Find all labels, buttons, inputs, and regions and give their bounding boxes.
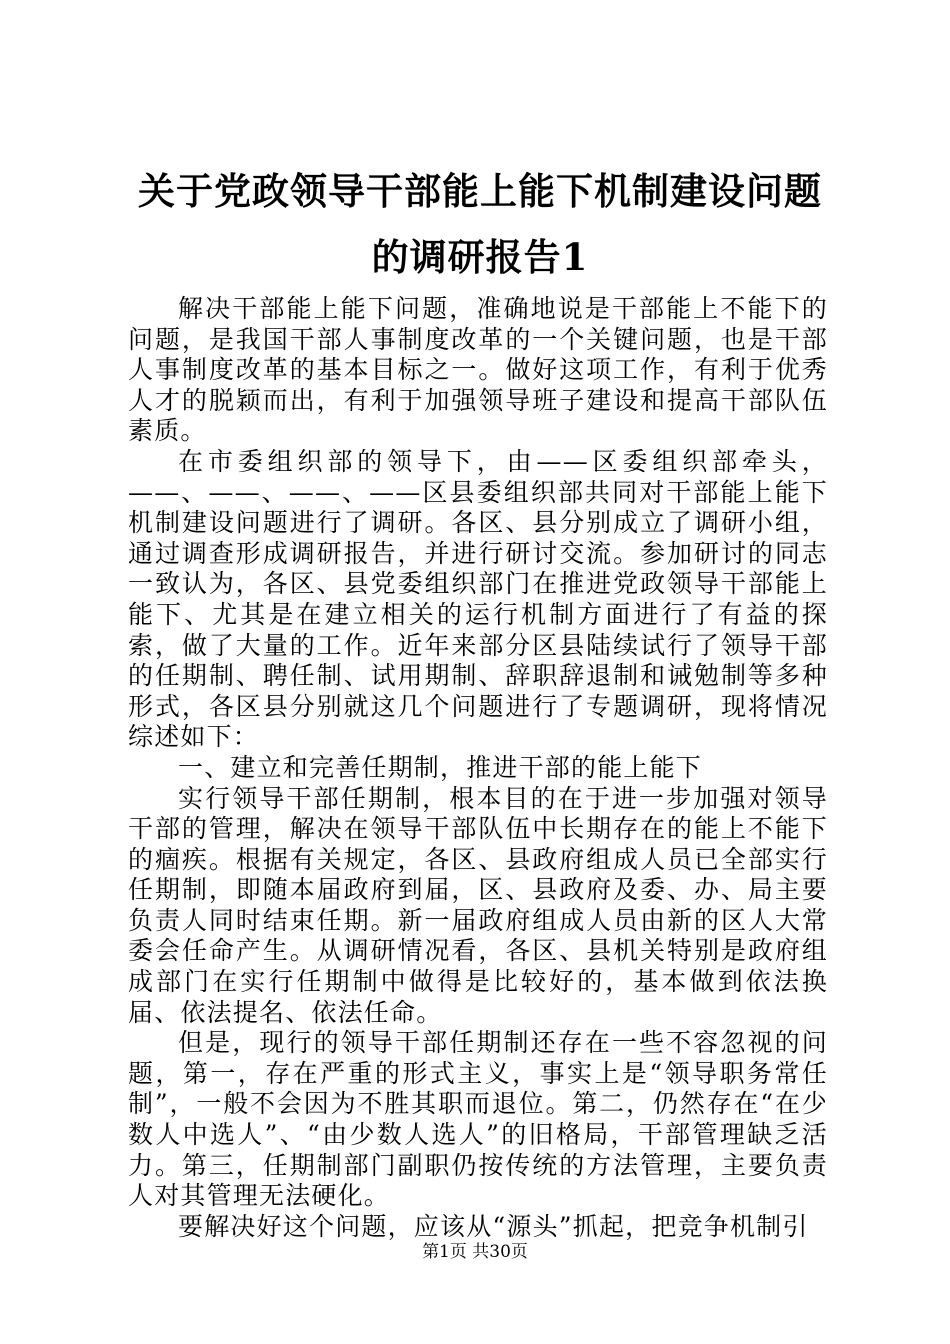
paragraph: 解决干部能上能下问题，准确地说是干部能上不能下的问题，是我国干部人事制度改革的一个关键问题，也是干部人事制度改革的基本目标之一。做好这项工作，有利于优秀人才的脱颖而出，有利于加强领导班子建设和提高干部队伍素质。 [128, 294, 828, 446]
paragraph: 要解决好这个问题，应该从“源头”抓起，把竞争机制引 [178, 1211, 809, 1241]
document-body [128, 294, 828, 1242]
document-title: 关于党政领导干部能上能下机制建设问题的调研报告1 [138, 169, 822, 279]
section-heading: 一、建立和完善任期制，推进干部的能上能下 [178, 752, 703, 782]
page-footer: 第1页 共30页 [422, 1242, 528, 1262]
paragraph: 实行领导干部任期制，根本目的在于进一步加强对领导干部的管理，解决在领导干部队伍中长期存在的能上不能下的痼疾。根据有关规定，各区、县政府组成人员已全部实行任期制，即随本届政府到届，区、县政府及委、办、局主要负责人同时结束任期。新一届政府组成人员由新的区人大常委会任命产生。从调研情况看，各区、县机关特别是政府组成部门在实行任期制中做得是比较好的，基本做到依法换届、依法提名、依法任命。 [128, 783, 828, 1027]
paragraph: 但是，现行的领导干部任期制还存在一些不容忽视的问题，第一，存在严重的形式主义，事实上是“领导职务常任制”，一般不会因为不胜其职而退位。第二，仍然存在“在少数人中选人”、“由少数人选人”的旧格局，干部管理缺乏活力。第三，任期制部门副职仍按传统的方法管理，主要负责人对其管理无法硬化。 [128, 1028, 828, 1211]
paragraph: 在市委组织部的领导下，由——区委组织部牵头，——、——、——、——区县委组织部共同对干部能上能下机制建设问题进行了调研。各区、县分别成立了调研小组，通过调查形成调研报告，并进行研讨交流。参加研讨的同志一致认为，各区、县党委组织部门在推进党政领导干部能上能下、尤其是在建立相关的运行机制方面进行了有益的探索，做了大量的工作。近年来部分区县陆续试行了领导干部的任期制、聘任制、试用期制、辞职辞退制和诫勉制等多种形式，各区县分别就这几个问题进行了专题调研，现将情况综述如下： [128, 446, 828, 752]
